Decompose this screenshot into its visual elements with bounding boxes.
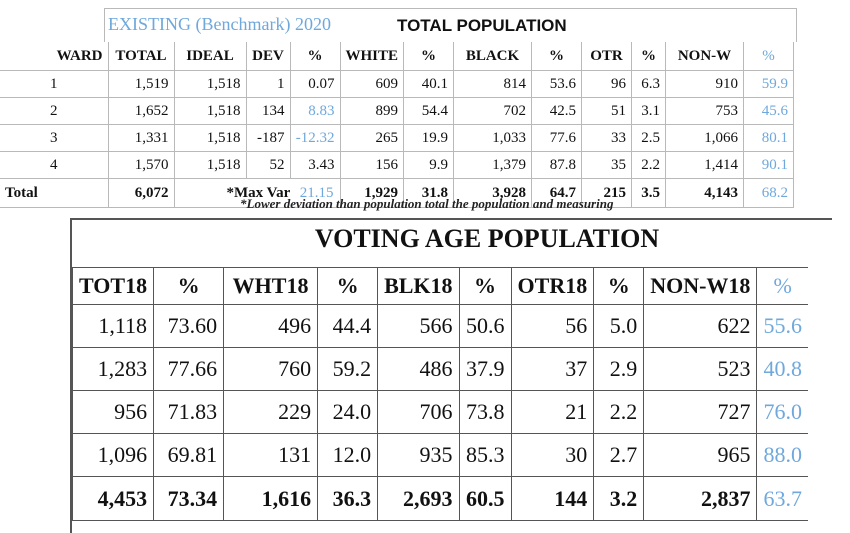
table-cell: 1,519	[108, 71, 174, 98]
table-cell: 566	[378, 305, 459, 348]
table-cell: 87.8	[532, 152, 582, 179]
table-cell: 910	[666, 71, 744, 98]
table-cell: 1,331	[108, 125, 174, 152]
table-cell: 52	[246, 152, 290, 179]
total-population-table	[0, 42, 794, 211]
table-cell: 19.9	[404, 125, 454, 152]
column-header: %	[757, 268, 808, 305]
column-header: IDEAL	[174, 42, 246, 71]
table-cell: 965	[644, 434, 757, 477]
table-cell: 77.66	[154, 348, 224, 391]
table-cell: 1,066	[666, 125, 744, 152]
table-cell: 31.8	[404, 179, 454, 208]
column-header: DEV	[246, 42, 290, 71]
table-cell: -187	[246, 125, 290, 152]
table-cell: 702	[454, 98, 532, 125]
table-cell: 3.2	[594, 477, 644, 521]
table-cell: 77.6	[532, 125, 582, 152]
table-cell: 706	[378, 391, 459, 434]
table-cell: 496	[224, 305, 318, 348]
table-cell: 1,283	[73, 348, 154, 391]
table-cell: 40.8	[757, 348, 808, 391]
table-row	[0, 71, 794, 98]
table-cell: 71.83	[154, 391, 224, 434]
table-cell: 90.1	[744, 152, 794, 179]
column-header: NON-W	[666, 42, 744, 71]
column-header: TOTAL	[108, 42, 174, 71]
table-cell: 6.3	[632, 71, 666, 98]
table-cell: 12.0	[318, 434, 378, 477]
table-cell: 3.5	[632, 179, 666, 208]
table-cell: 37	[511, 348, 594, 391]
table-cell: 1,518	[174, 125, 246, 152]
table-cell: 73.60	[154, 305, 224, 348]
table-row	[73, 434, 808, 477]
table-cell: 215	[582, 179, 632, 208]
max-var-label-text: *Max Var	[226, 184, 290, 201]
table-cell: 1,518	[174, 71, 246, 98]
table-cell: 1,033	[454, 125, 532, 152]
table-row	[0, 98, 794, 125]
table-row	[73, 305, 808, 348]
total-label: Total	[0, 179, 108, 208]
table-cell: 9.9	[404, 152, 454, 179]
table-cell: 40.1	[404, 71, 454, 98]
table-cell: 899	[340, 98, 404, 125]
table-cell: 60.5	[459, 477, 511, 521]
column-header: BLACK	[454, 42, 532, 71]
table-cell: 3,928	[454, 179, 532, 208]
table-cell: 50.6	[459, 305, 511, 348]
table-cell: 265	[340, 125, 404, 152]
column-header: %	[532, 42, 582, 71]
table-cell: 1,570	[108, 152, 174, 179]
table-header-row	[0, 42, 794, 71]
table-row	[0, 125, 794, 152]
table-cell: 6,072	[108, 179, 174, 208]
table-cell: 69.81	[154, 434, 224, 477]
table-cell: 5.0	[594, 305, 644, 348]
table-cell: 44.4	[318, 305, 378, 348]
table-cell: 2	[0, 98, 108, 125]
table-row	[73, 391, 808, 434]
existing-benchmark-section	[0, 0, 850, 211]
max-var-value: 21.15	[299, 184, 334, 201]
table-cell: 753	[666, 98, 744, 125]
table-cell: 760	[224, 348, 318, 391]
table-cell: 622	[644, 305, 757, 348]
table-row	[0, 152, 794, 179]
table-cell: 4,143	[666, 179, 744, 208]
column-header: BLK18	[378, 268, 459, 305]
table-cell: 8.83	[290, 98, 340, 125]
frame-line	[104, 8, 797, 9]
total-row	[73, 477, 808, 521]
table-cell: 1,096	[73, 434, 154, 477]
table-cell: 68.2	[744, 179, 794, 208]
table-cell: 54.4	[404, 98, 454, 125]
table-cell: 4,453	[73, 477, 154, 521]
table-cell: 51	[582, 98, 632, 125]
table-cell: 156	[340, 152, 404, 179]
column-header: OTR	[582, 42, 632, 71]
table-cell: 85.3	[459, 434, 511, 477]
table-cell: 33	[582, 125, 632, 152]
table-cell: 59.9	[744, 71, 794, 98]
voting-age-section	[70, 218, 832, 533]
table-cell: 59.2	[318, 348, 378, 391]
table-cell: 956	[73, 391, 154, 434]
column-header: WARD	[0, 42, 108, 71]
table-cell: 134	[246, 98, 290, 125]
table-cell: 609	[340, 71, 404, 98]
table-cell: 96	[582, 71, 632, 98]
table-cell: 56	[511, 305, 594, 348]
column-header: %	[154, 268, 224, 305]
table-cell: 30	[511, 434, 594, 477]
column-header: %	[459, 268, 511, 305]
column-header: %	[632, 42, 666, 71]
table-cell: 229	[224, 391, 318, 434]
table-cell: 24.0	[318, 391, 378, 434]
voting-age-heading: VOTING AGE POPULATION	[314, 224, 660, 253]
table-cell: 1,379	[454, 152, 532, 179]
table-cell: 2.2	[632, 152, 666, 179]
table-cell: 80.1	[744, 125, 794, 152]
table-cell: 3.1	[632, 98, 666, 125]
table-cell: 727	[644, 391, 757, 434]
table-cell: 37.9	[459, 348, 511, 391]
table-cell: 4	[0, 152, 108, 179]
table-cell: 1,929	[340, 179, 404, 208]
table-cell: 35	[582, 152, 632, 179]
table-cell: 1,652	[108, 98, 174, 125]
column-header: OTR18	[511, 268, 594, 305]
column-header: WHT18	[224, 268, 318, 305]
column-header: TOT18	[73, 268, 154, 305]
table-cell: 523	[644, 348, 757, 391]
table-header-row	[73, 268, 808, 305]
table-cell: 64.7	[532, 179, 582, 208]
table-cell: 21	[511, 391, 594, 434]
table-cell: 2,837	[644, 477, 757, 521]
table-cell: 3	[0, 125, 108, 152]
table-row	[73, 348, 808, 391]
column-header: %	[318, 268, 378, 305]
cutoff-footnote: *Lower deviation than population total the population and measuring	[240, 196, 614, 211]
table-cell: 53.6	[532, 71, 582, 98]
table-cell: 88.0	[757, 434, 808, 477]
column-header: %	[404, 42, 454, 71]
table-cell: 1	[246, 71, 290, 98]
table-cell: 144	[511, 477, 594, 521]
table-cell: 1,518	[174, 152, 246, 179]
table-cell: 935	[378, 434, 459, 477]
table-cell: 73.34	[154, 477, 224, 521]
benchmark-caption: EXISTING (Benchmark) 2020	[108, 14, 331, 34]
table-cell: 1,414	[666, 152, 744, 179]
table-cell: 0.07	[290, 71, 340, 98]
table-cell: 1,518	[174, 98, 246, 125]
table-cell: 76.0	[757, 391, 808, 434]
table-cell: 2.7	[594, 434, 644, 477]
voting-age-table	[72, 267, 808, 521]
table-cell: 1	[0, 71, 108, 98]
table-cell: 1,616	[224, 477, 318, 521]
table-cell: 73.8	[459, 391, 511, 434]
table-cell: 2.9	[594, 348, 644, 391]
table-cell: 131	[224, 434, 318, 477]
table-cell: 2,693	[378, 477, 459, 521]
column-header: WHITE	[340, 42, 404, 71]
table-cell: 2.5	[632, 125, 666, 152]
total-population-heading: TOTAL POPULATION	[397, 16, 567, 35]
frame-line	[796, 8, 797, 42]
table-cell: 45.6	[744, 98, 794, 125]
table-cell: -12.32	[290, 125, 340, 152]
table-cell: 55.6	[757, 305, 808, 348]
table-cell: 1,118	[73, 305, 154, 348]
table-cell: 3.43	[290, 152, 340, 179]
table-cell: 2.2	[594, 391, 644, 434]
frame-line	[104, 8, 105, 42]
table-cell: 36.3	[318, 477, 378, 521]
table-cell: 814	[454, 71, 532, 98]
table-cell: 63.7	[757, 477, 808, 521]
column-header: %	[290, 42, 340, 71]
table-cell: 486	[378, 348, 459, 391]
table-cell: 42.5	[532, 98, 582, 125]
column-header: NON-W18	[644, 268, 757, 305]
column-header: %	[594, 268, 644, 305]
column-header: %	[744, 42, 794, 71]
